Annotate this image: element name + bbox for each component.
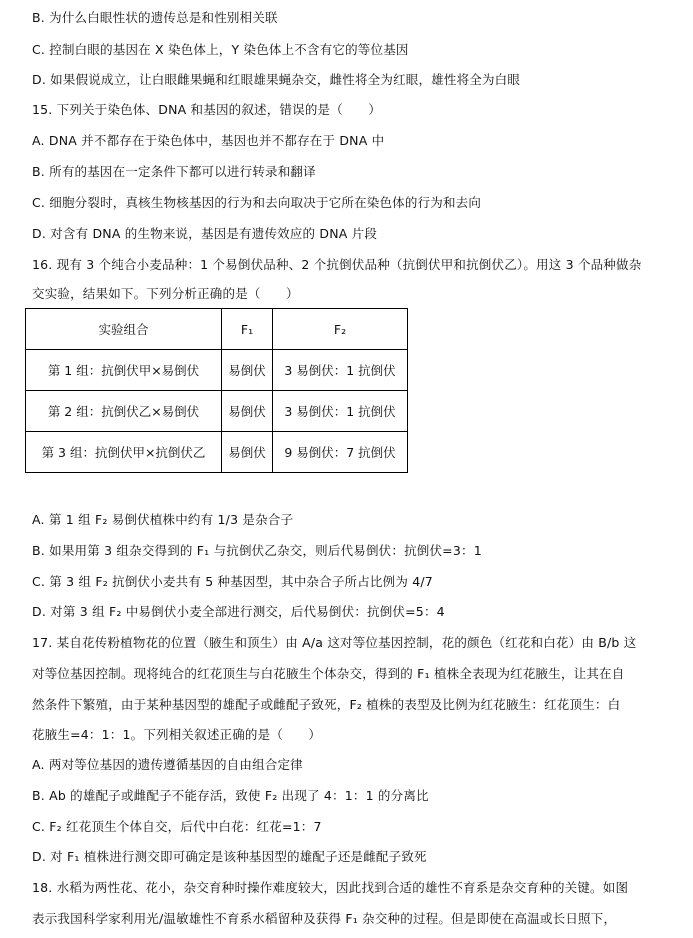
q14-option-c: C. 控制白眼的基因在 X 染色体上，Y 染色体上不含有它的等位基因 xyxy=(32,42,409,57)
q17-option-c: C. F₂ 红花顶生个体自交，后代中白花：红花=1：7 xyxy=(32,819,322,834)
table-header-row xyxy=(26,309,408,350)
table-row xyxy=(26,432,408,473)
table-cell: 3 易倒伏：1 抗倒伏 xyxy=(273,391,408,432)
table-cell: 第 1 组：抗倒伏甲×易倒伏 xyxy=(26,350,222,391)
table-cell: 第 3 组：抗倒伏甲×抗倒伏乙 xyxy=(26,432,222,473)
q17-stem-line-2: 对等位基因控制。现将纯合的红花顶生与白花腋生个体杂交，得到的 F₁ 植株全表现为红花腋生，让其在自 xyxy=(32,666,625,681)
q18-stem-line-2: 表示我国科学家利用光/温敏雄性不育系水稻留种及获得 F₁ 杂交种的过程。但是即使在高温或长日照下， xyxy=(32,911,617,926)
table-cell: 易倒伏 xyxy=(222,350,273,391)
q17-stem-line-1: 17. 某自花传粉植物花的位置（腋生和顶生）由 A/a 这对等位基因控制，花的颜色（红花和白花）由 B/b 这 xyxy=(32,635,637,650)
experiment-table xyxy=(25,308,408,473)
table-cell: 9 易倒伏：7 抗倒伏 xyxy=(273,432,408,473)
table-cell: 3 易倒伏：1 抗倒伏 xyxy=(273,350,408,391)
table-header-cell: 实验组合 xyxy=(26,309,222,350)
q14-option-b: B. 为什么白眼性状的遗传总是和性别相关联 xyxy=(32,10,278,25)
q16-option-b: B. 如果用第 3 组杂交得到的 F₁ 与抗倒伏乙杂交，则后代易倒伏：抗倒伏=3：1 xyxy=(32,543,482,558)
q16-stem-line-1: 16. 现有 3 个纯合小麦品种：1 个易倒伏品种、2 个抗倒伏品种（抗倒伏甲和抗倒伏乙）。用这 3 个品种做杂 xyxy=(32,257,642,272)
q15-option-c: C. 细胞分裂时，真核生物核基因的行为和去向取决于它所在染色体的行为和去向 xyxy=(32,195,482,210)
q17-stem-line-4: 花腋生=4：1：1。下列相关叙述正确的是（ ） xyxy=(32,727,322,742)
q15-option-d: D. 对含有 DNA 的生物来说，基因是有遗传效应的 DNA 片段 xyxy=(32,226,378,241)
q16-option-c: C. 第 3 组 F₂ 抗倒伏小麦共有 5 种基因型，其中杂合子所占比例为 4/7 xyxy=(32,574,433,589)
q14-option-d: D. 如果假说成立，让白眼雌果蝇和红眼雄果蝇杂交，雌性将全为红眼，雄性将全为白眼 xyxy=(32,72,521,87)
q15-option-a: A. DNA 并不都存在于染色体中，基因也并不都存在于 DNA 中 xyxy=(32,133,385,148)
table-row xyxy=(26,391,408,432)
q17-option-a: A. 两对等位基因的遗传遵循基因的自由组合定律 xyxy=(32,757,303,772)
table-cell: 易倒伏 xyxy=(222,391,273,432)
q17-option-b: B. Ab 的雄配子或雌配子不能存活，致使 F₂ 出现了 4：1：1 的分离比 xyxy=(32,788,429,803)
table-header-cell: F₁ xyxy=(222,309,273,350)
q17-option-d: D. 对 F₁ 植株进行测交即可确定是该种基因型的雄配子还是雌配子致死 xyxy=(32,849,427,864)
table-cell: 易倒伏 xyxy=(222,432,273,473)
q18-stem-line-1: 18. 水稻为两性花、花小，杂交育种时操作难度较大，因此找到合适的雄性不育系是杂交育种的关键。如图 xyxy=(32,880,629,895)
q15-option-b: B. 所有的基因在一定条件下都可以进行转录和翻译 xyxy=(32,164,316,179)
q16-stem-line-2: 交实验，结果如下。下列分析正确的是（ ） xyxy=(32,286,299,301)
q15-stem: 15. 下列关于染色体、DNA 和基因的叙述，错误的是（ ） xyxy=(32,102,382,117)
q17-stem-line-3: 然条件下繁殖，由于某种基因型的雄配子或雌配子致死，F₂ 植株的表型及比例为红花腋生：红花顶生：白 xyxy=(32,697,621,712)
q16-option-a: A. 第 1 组 F₂ 易倒伏植株中约有 1/3 是杂合子 xyxy=(32,512,294,527)
table-header-cell: F₂ xyxy=(273,309,408,350)
table-cell: 第 2 组：抗倒伏乙×易倒伏 xyxy=(26,391,222,432)
table-row xyxy=(26,350,408,391)
q16-option-d: D. 对第 3 组 F₂ 中易倒伏小麦全部进行测交，后代易倒伏：抗倒伏=5：4 xyxy=(32,604,445,619)
